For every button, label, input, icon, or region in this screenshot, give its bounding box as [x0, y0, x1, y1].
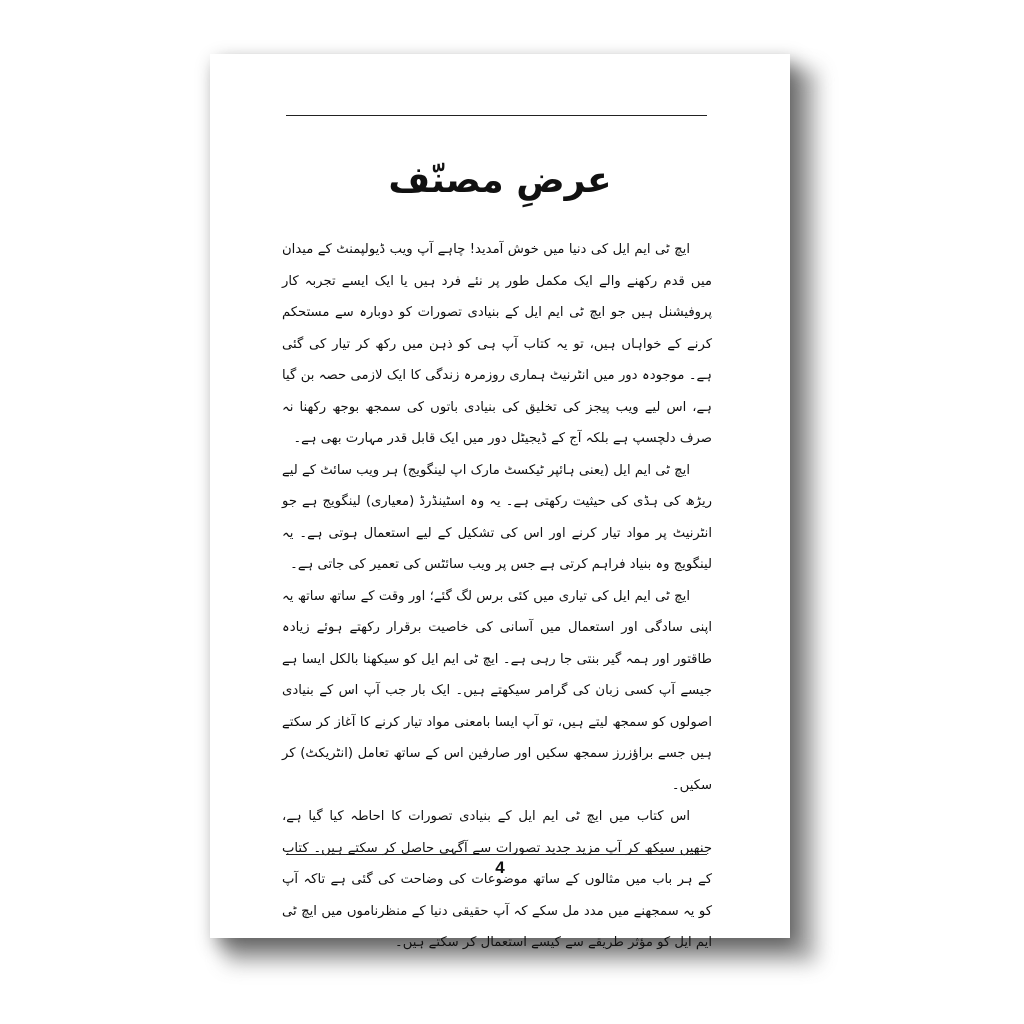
preface-body	[282, 234, 712, 959]
header-rule	[286, 115, 707, 116]
paragraph-2: ایچ ٹی ایم ایل (یعنی ہائپر ٹیکسٹ مارک اپ لینگویج) ہر ویب سائٹ کے لیے ریڑھ کی ہڈی کی حیثیت رکھتی ہے۔ یہ وہ اسٹینڈرڈ (معیاری) لینگویج ہے جو انٹرنیٹ پر مواد تیار کرنے اور اس کی تشکیل کے لیے استعمال ہوتی ہے۔ یہ لینگویج وہ بنیاد فراہم کرتی ہے جس پر ویب سائٹس کی تعمیر کی جاتی ہے۔	[282, 462, 712, 572]
footer-rule	[286, 854, 707, 855]
paragraph-1: ایچ ٹی ایم ایل کی دنیا میں خوش آمدید! چاہے آپ ویب ڈیولپمنٹ کے میدان میں قدم رکھنے والے ایک مکمل طور پر نئے فرد ہیں یا ایک ایسے تجربہ کار پروفیشنل ہیں جو ایچ ٹی ایم ایل کے بنیادی تصورات کو دوبارہ سے مستحکم کرنے کے خواہاں ہیں، تو یہ کتاب آپ ہی کو ذہن میں رکھ کر تیار کی گئی ہے۔ موجودہ دور میں انٹرنیٹ ہماری روزمرہ زندگی کا ایک لازمی حصہ بن گیا ہے، اس لیے ویب پیجز کی تخلیق کی بنیادی باتوں کی سمجھ بوجھ رکھنا نہ صرف دلچسپ ہے بلکہ آج کے ڈیجیٹل دور میں ایک قابل قدر مہارت بھی ہے۔	[282, 242, 712, 446]
page-number: 4	[495, 858, 505, 877]
book-page	[210, 54, 790, 950]
paragraph-3: ایچ ٹی ایم ایل کی تیاری میں کئی برس لگ گئے؛ اور وقت کے ساتھ ساتھ یہ اپنی سادگی اور استعمال میں آسانی کی خاصیت برقرار رکھتے ہوئے زیادہ طاقتور اور ہمہ گیر بنتی جا رہی ہے۔ ایچ ٹی ایم ایل کو سیکھنا بالکل ایسا ہے جیسے آپ کسی زبان کی گرامر سیکھتے ہیں۔ ایک بار جب آپ اس کے بنیادی اصولوں کو سمجھ لیتے ہیں، تو آپ ایسا بامعنی مواد تیار کرنے کا آغاز کر سکتے ہیں جسے براؤزرز سمجھ سکیں اور صارفین اس کے ساتھ تعامل (انٹریکٹ) کر سکیں۔	[282, 588, 712, 793]
paragraph-4: اس کتاب میں ایچ ٹی ایم ایل کے بنیادی تصورات کا احاطہ کیا گیا ہے، جنھیں سیکھ کر آپ مزید جدید تصورات سے آگہی حاصل کر سکتے ہیں۔ کتاب کے ہر باب میں مثالوں کے ساتھ موضوعات کی وضاحت کی گئی ہے تاکہ آپ کو یہ سمجھنے میں مدد مل سکے کہ آپ حقیقی دنیا کے منظرناموں میں ایچ ٹی ایم ایل کو مؤثر طریقے سے کیسے استعمال کر سکتے ہیں۔	[282, 809, 712, 950]
page-title: عرضِ مصنّف	[388, 160, 612, 201]
